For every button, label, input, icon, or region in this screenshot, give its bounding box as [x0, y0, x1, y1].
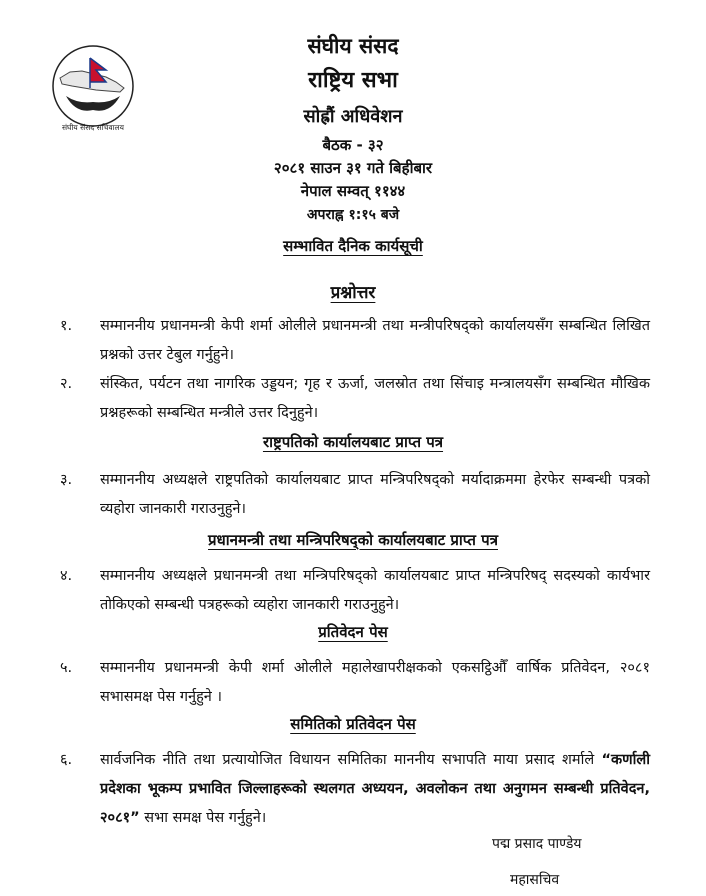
agenda-item-number: ६. [60, 752, 73, 768]
agenda-item-text: संस्कित, पर्यटन तथा नागरिक उड्डयन; गृह र ऊर्जा, जलस्रोत तथा सिंचाइ मन्त्रालयसँग सम्बन्धित मौखिक प्रश्नहरूको सम्बन्धित मन्त्रीले उत्तर दिनुहुने। [100, 376, 650, 421]
agenda-item-6-text-c: सभा समक्ष पेस गर्नुहुने। [139, 810, 267, 826]
header-line-1: संघीय संसद [307, 34, 399, 58]
agenda-item-number: ३. [60, 472, 73, 488]
agenda-item-text: सम्माननीय प्रधानमन्त्री केपी शर्मा ओलीले महालेखापरीक्षकको एकसट्ठिऔँ वार्षिक प्रतिवेदन, २०८१ सभासमक्ष पेस गर्नुहुने । [100, 660, 650, 705]
agenda-item-text: सम्माननीय प्रधानमन्त्री केपी शर्मा ओलीले प्रधानमन्त्री तथा मन्त्रीपरिषद्को कार्यालयसँग सम्बन्धित लिखित प्रश्नको उत्तर टेबुल गर्नुहुने। [100, 318, 650, 363]
header-line-3: सोह्रौं अधिवेशन [303, 106, 403, 127]
section-heading-committee [0, 714, 706, 734]
agenda-item-number: ४. [60, 568, 73, 584]
signatory-name: पद्म प्रसाद पाण्डेय [492, 836, 582, 852]
agenda-item-number: २. [60, 376, 73, 392]
header-line-5: २०८१ साउन ३१ गते बिहीबार [273, 159, 433, 177]
agenda-title [0, 236, 706, 256]
agenda-item-text: सम्माननीय अध्यक्षले प्रधानमन्त्री तथा मन्त्रिपरिषद्को कार्यालयबाट प्राप्त मन्त्रिपरिषद् सदस्यको कार्यभार तोकिएको सम्बन्धी पत्रहरूको व्यहोरा जानकारी गराउनुहुने। [100, 568, 650, 613]
section-heading-president-text: राष्ट्रपतिको कार्यालयबाट प्राप्त पत्र [262, 433, 444, 451]
agenda-item-6-text-a: सार्वजनिक नीति तथा प्रत्यायोजित विधायन समितिका माननीय सभापति माया प्रसाद शर्माले [100, 752, 595, 768]
agenda-item-number: ५. [60, 660, 73, 676]
section-heading-president [0, 432, 706, 452]
agenda-item-number: १. [60, 318, 73, 334]
agenda-item-6-report-title: “कर्णाली प्रदेशका भूकम्प प्रभावित जिल्लाहरूको स्थलगत अध्ययन, अवलोकन तथा अनुगमन सम्बन्धी प्रतिवेदन, २०८१” [100, 752, 650, 826]
agenda-item-text: सम्माननीय अध्यक्षले राष्ट्रपतिको कार्यालयबाट प्राप्त मन्त्रिपरिषद्को मर्यादाक्रममा हेरफेर सम्बन्धी पत्रको व्यहोरा जानकारी गराउनुहुने। [100, 472, 650, 517]
signatory-title: महासचिव [510, 872, 560, 888]
section-heading-qa-text: प्रश्नोत्तर [330, 283, 376, 303]
header-line-6: नेपाल सम्वत् ११४४ [300, 182, 406, 200]
section-heading-pm [0, 530, 706, 550]
section-heading-pm-text: प्रधानमन्त्री तथा मन्त्रिपरिषद्को कार्यालयबाट प्राप्त पत्र [208, 531, 498, 549]
header-line-7: अपराह्न १:१५ बजे [306, 207, 400, 223]
header-line-4: बैठक - ३२ [322, 136, 384, 154]
section-heading-committee-text: समितिको प्रतिवेदन पेस [290, 715, 416, 733]
section-heading-report-text: प्रतिवेदन पेस [318, 623, 388, 641]
header-line-2: राष्ट्रिय सभा [308, 68, 398, 93]
agenda-item-text [100, 746, 650, 833]
section-heading-report [0, 622, 706, 642]
section-heading-qa [0, 280, 706, 303]
logo-caption: संघीय संसद सचिवालय [61, 123, 125, 132]
agenda-title-text: सम्भावित दैनिक कार्यसूची [283, 237, 423, 255]
